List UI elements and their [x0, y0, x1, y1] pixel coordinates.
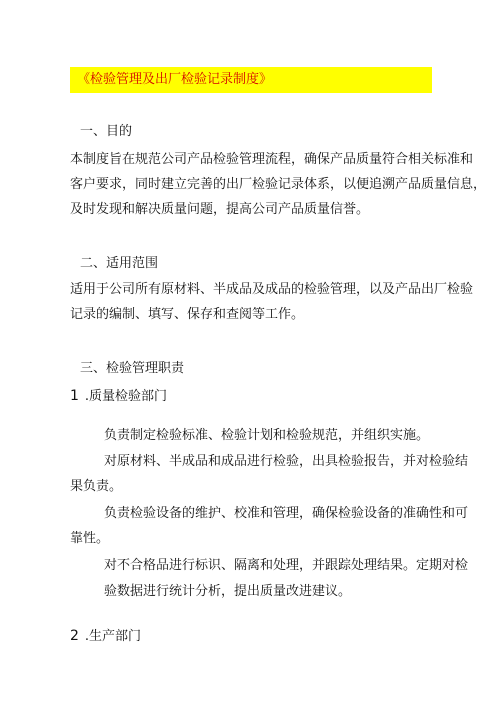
subsection-number: 2 — [70, 628, 79, 644]
scope-line-2: 记录的编制、填写、保存和查阅等工作。 — [70, 307, 305, 322]
document-title: 《检验管理及出厂检验记录制度》 — [77, 72, 273, 87]
subsection-number: 1 — [70, 388, 79, 404]
quality-line-6: 对不合格品进行标识、隔离和处理，并跟踪处理结果。定期对检 — [104, 558, 469, 573]
scope-line-1: 适用于公司所有原材料、半成品及成品的检验管理，以及产品出厂检验 — [70, 282, 474, 297]
quality-line-3: 果负责。 — [70, 479, 123, 494]
section-heading-purpose: 一、目的 — [80, 124, 133, 139]
subsection-label: .生产部门 — [84, 629, 142, 644]
quality-line-5: 靠性。 — [70, 531, 110, 546]
subsection-quality-dept — [70, 387, 167, 406]
section-heading-scope: 二、适用范围 — [80, 256, 159, 271]
quality-line-4: 负责检验设备的维护、校准和管理，确保检验设备的准确性和可 — [104, 506, 469, 521]
quality-line-1: 负责制定检验标准、检验计划和检验规范，并组织实施。 — [104, 428, 430, 443]
document-title-highlight — [70, 67, 432, 93]
section-heading-responsibilities: 三、检验管理职责 — [80, 361, 185, 376]
quality-line-2: 对原材料、半成品和成品进行检验，出具检验报告，并对检验结 — [104, 454, 469, 469]
purpose-line-2: 客户要求，同时建立完善的出厂检验记录体系，以便追溯产品质量信息， — [70, 177, 487, 192]
purpose-line-3: 及时发现和解决质量问题，提高公司产品质量信誉。 — [70, 202, 370, 217]
subsection-label: .质量检验部门 — [84, 389, 168, 404]
quality-line-7: 验数据进行统计分析，提出质量改进建议。 — [104, 584, 352, 599]
purpose-line-1: 本制度旨在规范公司产品检验管理流程，确保产品质量符合相关标准和 — [70, 152, 474, 167]
subsection-production-dept — [70, 627, 141, 646]
